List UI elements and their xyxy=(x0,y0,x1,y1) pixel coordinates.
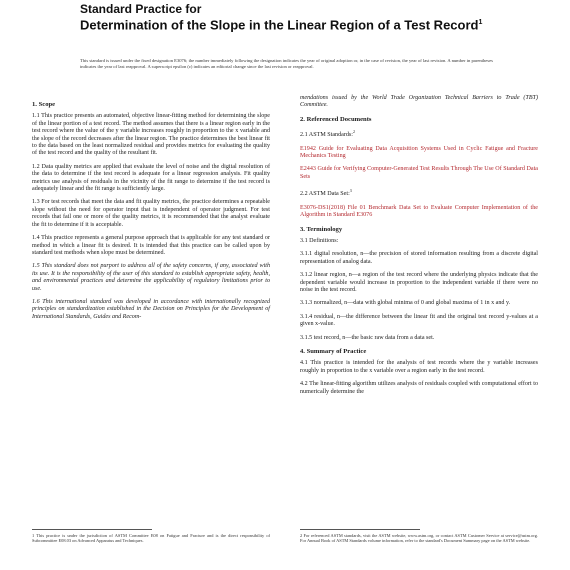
footnote-left: 1 This practice is under the jurisdiction of ASTM Committee E08 on Fatigue and Fracture and is the direct responsibility of Subcommittee E08.03 on Advanced Apparatus and Techniques. xyxy=(32,533,270,544)
paragraph-1-2: 1.2 Data quality metrics are applied that evaluate the level of noise and the digital resolution of the data to determine if the test record is adequate for a linear regression analysis. Fit quality metrics use analysis of residuals in the vicinity of the fit range to determine if the test record is adequately linear and the fit range is sufficiently large. xyxy=(32,163,270,193)
paragraph-1-5: 1.5 This standard does not purport to address all of the safety concerns, if any, associated with its use. It is the responsibility of the user of this standard to establish appropriate safety, health, and environmental practices and determine the applicability of regulatory limitations prior to use. xyxy=(32,263,270,292)
designation-note: This standard is issued under the fixed designation E3076; the number immediately following the designation indicates the year of original adoption or, in the case of revision, the year of last revision. A number in parentheses indicates the year of last reapproval. A superscript epsilon (ε) indicates an editorial change since the last revision or reapproval. xyxy=(80,58,493,69)
paragraph-1-3: 1.3 For test records that meet the data and fit quality metrics, the practice determines a repeatable slope without the need for operator input that is independent of operator judgment. For test records that fail one or more of the quality metrics, it is recommended that the analyst evaluate the fit to determine if it is acceptable. xyxy=(32,199,270,228)
ref-link-data-set[interactable]: E3076-DS1(2018) File 01 xyxy=(300,204,366,211)
footnote-right: 2 For referenced ASTM standards, visit the ASTM website, www.astm.org, or contact ASTM Customer Service at service@astm.org. For Annual Book of ASTM Standards volume information, refer to the standard's Document Summary page on the ASTM website. xyxy=(300,533,538,544)
section-heading-summary: 4. Summary of Practice xyxy=(300,348,367,355)
ref-2-2: 2.2 ASTM Data Set:$^3$ xyxy=(300,188,352,198)
ref-e2443: E2443 Guide for Verifying Computer-Generated Test Results Through The Use Of Standard Data Sets xyxy=(300,166,538,180)
paragraph-continued: mendations issued by the World Trade Organization Technical Barriers to Trade (TBT) Committee. xyxy=(300,95,538,109)
section-heading-scope: 1. Scope xyxy=(32,101,56,108)
summary-4-1: 4.1 This practice is intended for the analysis of test records where the y variable increases roughly in proportion to the x variable over a region early in the test record. xyxy=(300,360,538,374)
term-3-1-1: 3.1.1 digital resolution, n—the precision of stored information resulting from a discrete digital representation of analog data. xyxy=(300,251,538,265)
term-3-1: 3.1 Definitions: xyxy=(300,237,339,244)
right-column xyxy=(300,95,538,402)
footnote-rule-left xyxy=(32,529,152,530)
term-3-1-4: 3.1.4 residual, n—the difference between the linear fit and the original test record y-values at a given x-value. xyxy=(300,313,538,328)
ref-link-e1942[interactable]: E1942 xyxy=(300,145,316,152)
term-3-1-3: 3.1.3 normalized, n—data with global minima of 0 and global maxima of 1 in x and y. xyxy=(300,300,511,307)
ref-e1942: E1942 Guide for Evaluating Data Acquisition Systems Used in Cyclic Fatigue and Fracture Mechanics Testing xyxy=(300,145,539,160)
left-column xyxy=(32,95,270,327)
ref-data-set: E3076-DS1(2018) File 01 Benchmark Data Set to Evaluate Computer Implementation of the Algorithm in Standard E3076 xyxy=(300,204,538,219)
term-3-1-5: 3.1.5 test record, n—the basic raw data from a data set. xyxy=(300,334,435,341)
ref-2-1: 2.1 ASTM Standards:$^2$ xyxy=(300,129,355,139)
paragraph-1-4: 1.4 This practice represents a general purpose approach that is applicable for any test standard or method in which a linear fit is desired. It is intended that this practice can be called upon by standard test methods when slope must be determined. xyxy=(32,235,270,256)
term-3-1-2: 3.1.2 linear region, n—a region of the test record where the underlying physics indicate that the dependent variable would increase in proportion to the independent variable if there were no noise in the test record. xyxy=(300,272,538,293)
section-heading-referenced-documents: 2. Referenced Documents xyxy=(300,115,372,123)
ref-link-e2443[interactable]: E2443 xyxy=(300,166,316,173)
summary-4-2: 4.2 The linear-fitting algorithm utilizes analysis of residuals coupled with computational effort to numerically determine the xyxy=(300,381,538,395)
title-line-1: Standard Practice for xyxy=(80,2,202,16)
footnote-rule-right xyxy=(300,529,420,530)
title-line-2: Determination of the Slope in the Linear Region of a Test Record$^1$ xyxy=(80,17,483,33)
section-heading-terminology: 3. Terminology xyxy=(300,225,343,233)
document-title xyxy=(80,2,500,32)
paragraph-1-6: 1.6 This international standard was developed in accordance with internationally recognized principles on standardization established in the Decision on Principles for the Development of International Standards, Guides and Recom- xyxy=(32,298,270,320)
paragraph-1-1: 1.1 This practice presents an automated, objective linear-fitting method for determining the slope of the linear portion of a test record. The method assumes that there is a linear region early in the test record where the value of the y variable increases roughly in proportion to the x variable and the slope of the record decreases after the linear region. The practice determines the best linear fit to the data based on the least normalized residual and provides metrics for evaluating the quality of the test record and the quality of the resultant fit. xyxy=(32,113,270,157)
